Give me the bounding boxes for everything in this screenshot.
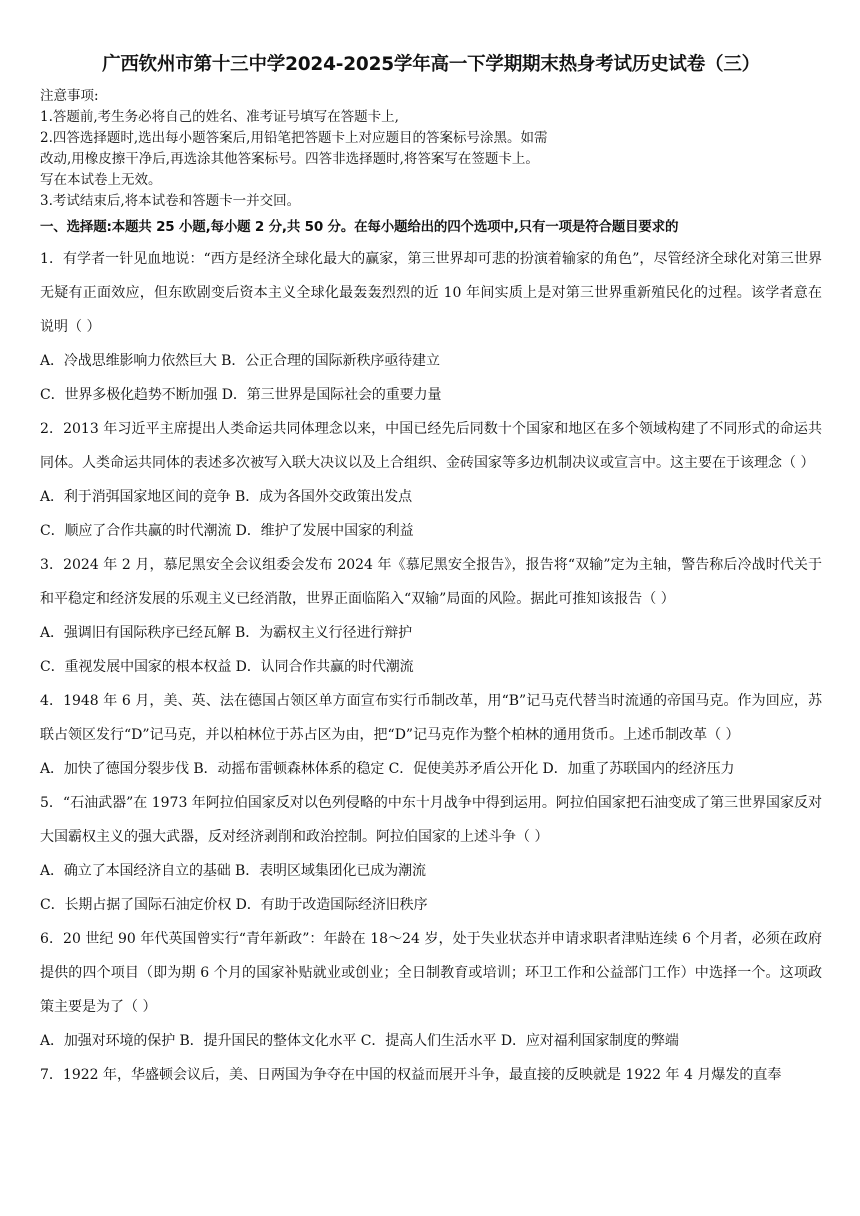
note-line: 3.考试结束后,将本试卷和答题卡一并交回。 (40, 193, 301, 209)
note-line: 1.答题前,考生务必将自己的姓名、准考证号填写在答题卡上, (40, 109, 399, 125)
notes-heading: 注意事项: (40, 88, 99, 104)
question-stem: 2．2013 年习近平主席提出人类命运共同体理念以来，中国已经先后同数十个国家和地区在多个领域构建了不同形式的命运共同体。人类命运共同体的表述多次被写入联大决议以及上合组织、金砖国家等多边机制决议或宣言中。这主要在于该理念（ ） (40, 421, 822, 471)
question-6 (40, 922, 822, 1058)
question-7 (40, 1058, 822, 1092)
option-line: C．重视发展中国家的根本权益 D．认同合作共赢的时代潮流 (40, 659, 414, 675)
option-line: A．加快了德国分裂步伐 B．动摇布雷顿森林体系的稳定 C．促使美苏矛盾公开化 D．加重了苏联国内的经济压力 (40, 761, 735, 777)
question-stem: 4．1948 年 6 月，美、英、法在德国占领区单方面宣布实行币制改革，用“B”记马克代替当时流通的帝国马克。作为回应，苏联占领区发行“D”记马克，并以柏林位于苏占区为由，把“D”记马克作为整个柏林的通用货币。上述币制改革（ ） (40, 693, 822, 743)
question-stem: 7．1922 年，华盛顿会议后，美、日两国为争夺在中国的权益而展开斗争，最直接的反映就是 1922 年 4 月爆发的直奉 (40, 1067, 782, 1083)
exam-title: 广西钦州市第十三中学2024-2025学年高一下学期期末热身考试历史试卷（三） (102, 54, 760, 75)
option-line: C．世界多极化趋势不断加强 D．第三世界是国际社会的重要力量 (40, 387, 442, 403)
question-stem: 6．20 世纪 90 年代英国曾实行“青年新政”：年龄在 18～24 岁，处于失业状态并申请求职者津贴连续 6 个月者，必须在政府提供的四个项目（即为期 6 个月的国家补贴就业或创业；全日制教育或培训；环卫工作和公益部门工作）中选择一个。这项政策主要是为了（ ） (40, 931, 822, 1015)
option-line: A．强调旧有国际秩序已经瓦解 B．为霸权主义行径进行辩护 (40, 625, 413, 641)
question-stem: 1．有学者一针见血地说：“西方是经济全球化最大的赢家，第三世界却可悲的扮演着输家的角色”，尽管经济全球化对第三世界无疑有正面效应，但东欧剧变后资本主义全球化最轰轰烈烈的近 10 年间实质上是对第三世界重新殖民化的过程。该学者意在说明（ ） (40, 251, 822, 335)
question-stem: 5．“石油武器”在 1973 年阿拉伯国家反对以色列侵略的中东十月战争中得到运用。阿拉伯国家把石油变成了第三世界国家反对大国霸权主义的强大武器，反对经济剥削和政治控制。阿拉伯国家的上述斗争（ ） (40, 795, 822, 845)
question-3 (40, 548, 822, 684)
option-line: A．冷战思维影响力依然巨大 B．公正合理的国际新秩序亟待建立 (40, 353, 440, 369)
note-line: 2.四答选择题时,选出每小题答案后,用铅笔把答题卡上对应题目的答案标号涂黑。如需 (40, 130, 548, 146)
question-2 (40, 412, 822, 548)
option-line: A．利于消弭国家地区间的竞争 B．成为各国外交政策出发点 (40, 489, 413, 505)
question-stem: 3．2024 年 2 月，慕尼黑安全会议组委会发布 2024 年《慕尼黑安全报告》，报告将“双输”定为主轴，警告称后冷战时代关于和平稳定和经济发展的乐观主义已经消散，世界正面临陷入“双输”局面的风险。据此可推知该报告（ ） (40, 557, 822, 607)
option-line: A．加强对环境的保护 B．提升国民的整体文化水平 C．提高人们生活水平 D．应对福利国家制度的弊端 (40, 1033, 679, 1049)
question-5 (40, 786, 822, 922)
note-line: 改动,用橡皮擦干净后,再选涂其他答案标号。四答非选择题时,将答案写在签题卡上。 (40, 151, 539, 167)
option-line: C．顺应了合作共赢的时代潮流 D．维护了发展中国家的利益 (40, 523, 414, 539)
option-line: C．长期占据了国际石油定价权 D．有助于改造国际经济旧秩序 (40, 897, 428, 913)
option-line: A．确立了本国经济自立的基础 B．表明区域集团化已成为潮流 (40, 863, 426, 879)
section-heading: 一、选择题:本题共 25 小题,每小题 2 分,共 50 分。在每小题给出的四个选项中,只有一项是符合题目要求的 (40, 219, 679, 235)
exam-notes (40, 86, 822, 212)
question-4 (40, 684, 822, 786)
exam-page (40, 50, 822, 1092)
question-1 (40, 242, 822, 412)
note-line: 写在本试卷上无效。 (40, 172, 162, 188)
